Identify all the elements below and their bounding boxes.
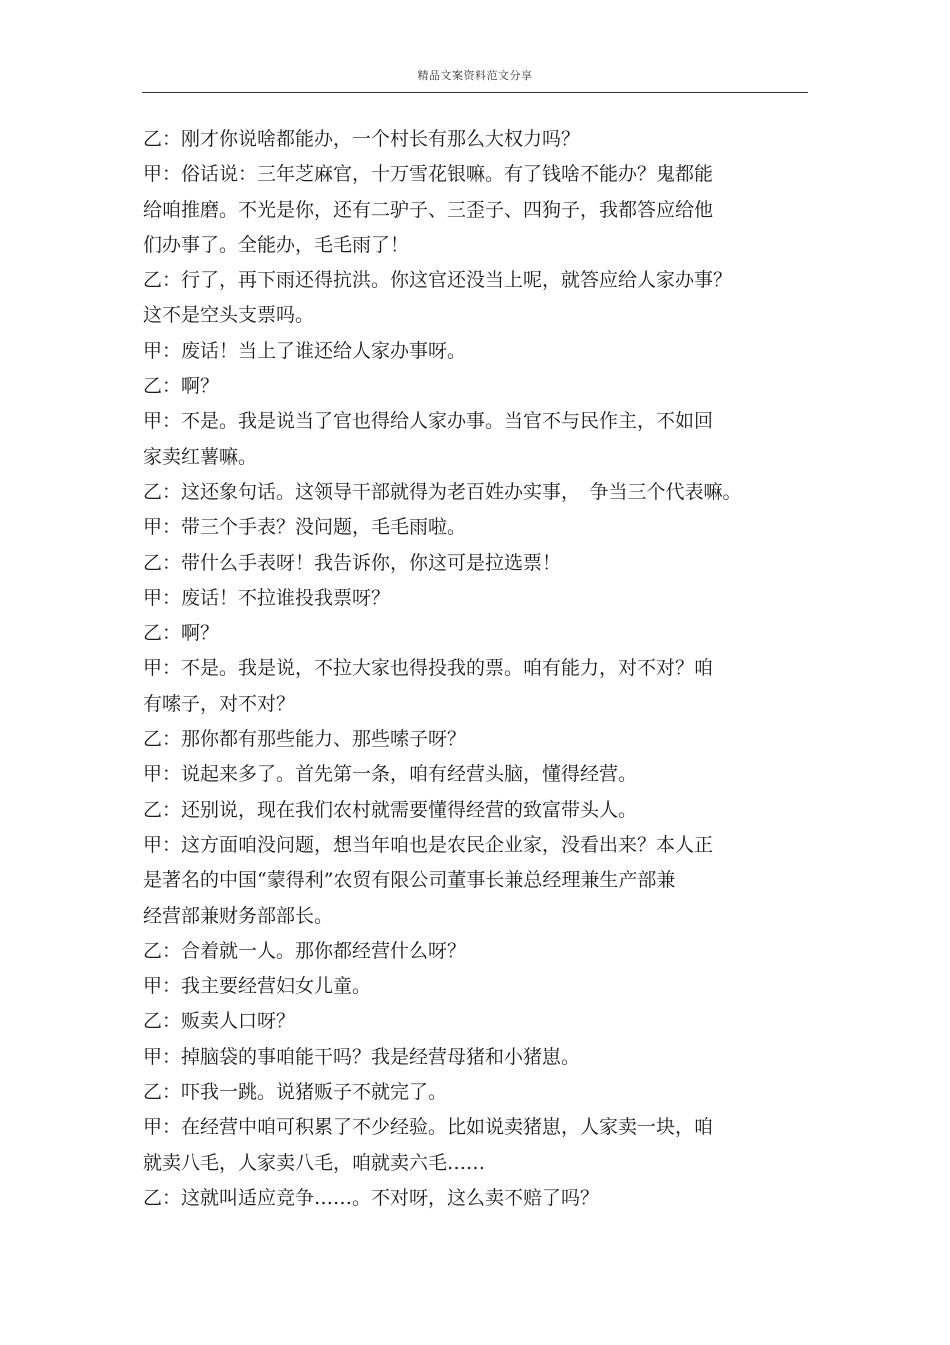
text-line: 甲：我主要经营妇女儿童。 (143, 975, 372, 998)
text-line: 甲：不是。我是说，不拉大家也得投我的票。咱有能力，对不对？咱 (143, 657, 714, 680)
header-title: 精品文案资料范文分享 (417, 69, 533, 82)
text-line: 甲：说起来多了。首先第一条，咱有经营头脑，懂得经营。 (143, 763, 638, 786)
text-line: 乙：刚才你说啥都能办，一个村长有那么大权力吗？ (143, 128, 581, 150)
page-header (142, 64, 808, 93)
text-line: 乙：贩卖人口呀？ (143, 1010, 296, 1033)
text-line: 是著名的中国“蒙得利”农贸有限公司董事长兼总经理兼生产部兼 (143, 869, 676, 892)
text-line: 乙：行了，再下雨还得抗洪。你这官还没当上呢，就答应给人家办事？ (143, 269, 733, 292)
text-line: 乙：啊？ (143, 375, 220, 398)
text-line: 甲：不是。我是说当了官也得给人家办事。当官不与民作主，不如回 (143, 410, 714, 433)
text-line: 甲：俗话说：三年芝麻官，十万雪花银嘛。有了钱啥不能办？鬼都能 (143, 163, 714, 186)
text-line: 经营部兼财务部部长。 (143, 904, 334, 927)
text-line: 给咱推磨。不光是你，还有二驴子、三歪子、四狗子，我都答应给他 (143, 198, 714, 221)
text-line: 甲：废话！当上了谁还给人家办事呀。 (143, 339, 467, 362)
text-line: 甲：掉脑袋的事咱能干吗？我是经营母猪和小猪崽。 (143, 1045, 581, 1068)
text-line: 甲：这方面咱没问题，想当年咱也是农民企业家，没看出来？本人正 (143, 833, 714, 856)
text-line: 乙：吓我一跳。说猪贩子不就完了。 (143, 1081, 448, 1104)
text-line: 乙：带什么手表呀！我告诉你，你这可是拉选票！ (143, 551, 562, 574)
text-line: 乙：啊？ (143, 622, 220, 645)
text-line: 就卖八毛，人家卖八毛，咱就卖六毛…… (143, 1151, 486, 1174)
text-line: 乙：这还象句话。这领导干部就得为老百姓办实事， 争当三个代表嘛。 (143, 480, 742, 503)
text-line: 乙：合着就一人。那你都经营什么呀？ (143, 939, 467, 962)
text-line: 乙：还别说，现在我们农村就需要懂得经营的致富带头人。 (143, 798, 638, 821)
text-line: 甲：带三个手表？没问题，毛毛雨啦。 (143, 516, 467, 539)
text-line: 乙：那你都有那些能力、那些嗦子呀？ (143, 728, 467, 751)
text-line: 甲：废话！不拉谁投我票呀？ (143, 586, 391, 609)
text-line: 们办事了。全能办，毛毛雨了！ (143, 233, 410, 256)
text-line: 家卖红薯嘛。 (143, 445, 258, 468)
document-body (143, 122, 793, 1216)
text-line: 这不是空头支票吗。 (143, 304, 315, 327)
text-line: 甲：在经营中咱可积累了不少经验。比如说卖猪崽，人家卖一块，咱 (143, 1116, 714, 1139)
text-line: 有嗦子，对不对？ (143, 692, 296, 715)
text-line: 乙：这就叫适应竞争……。不对呀，这么卖不赔了吗？ (143, 1186, 600, 1209)
